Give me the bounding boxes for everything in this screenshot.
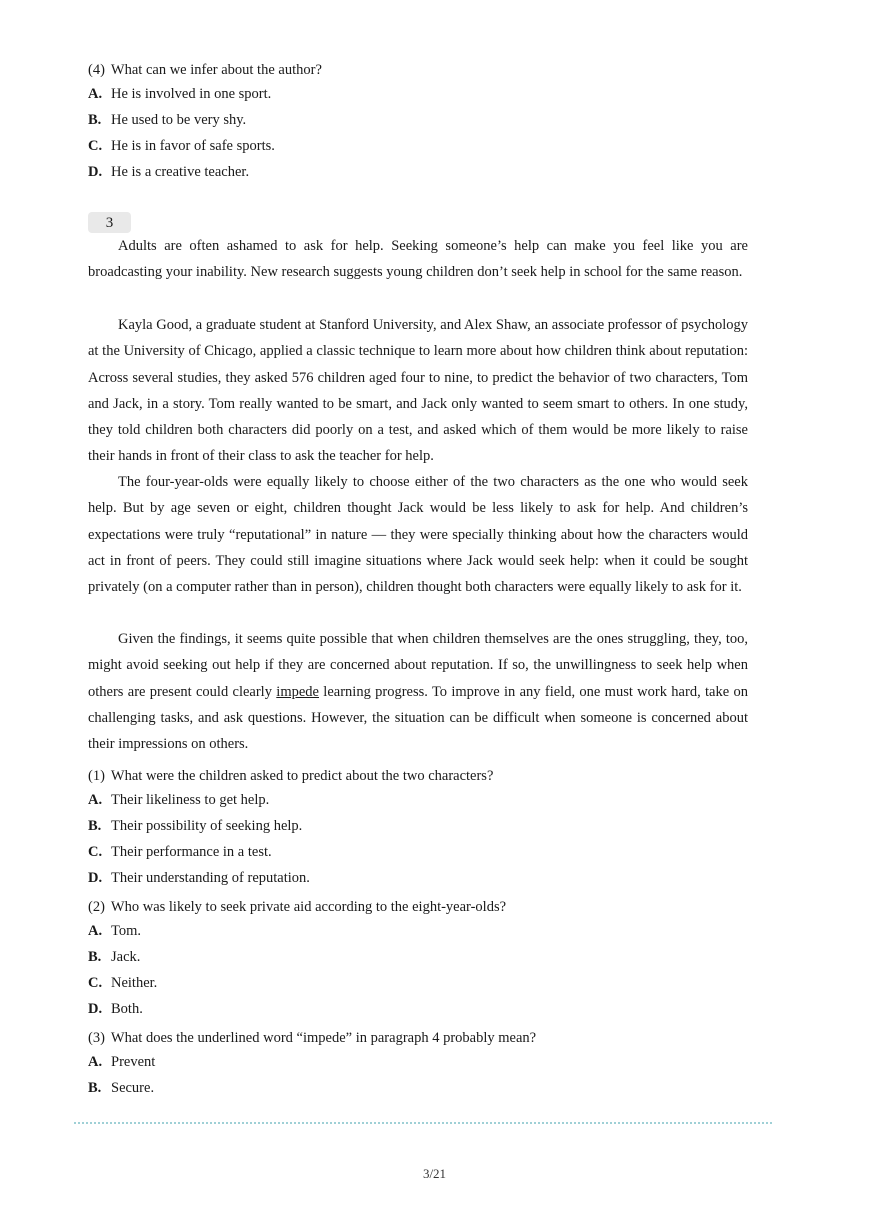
option-text: Their possibility of seeking help. xyxy=(111,818,303,834)
option-text: Neither. xyxy=(111,975,158,991)
option-letter: A. xyxy=(88,923,103,939)
option-text: Their likeliness to get help. xyxy=(111,792,270,808)
option-letter: A. xyxy=(88,86,103,102)
option-text: Their performance in a test. xyxy=(111,844,272,860)
question-text: What does the underlined word “impede” in paragraph 4 probably mean? xyxy=(110,1030,537,1046)
question-2-prompt xyxy=(88,898,506,916)
question-3-prompt xyxy=(88,1029,536,1047)
option-letter: D. xyxy=(88,1001,103,1017)
question-text: Who was likely to seek private aid according to the eight-year-olds? xyxy=(110,899,507,915)
option-a xyxy=(88,1053,155,1071)
option-text: He used to be very shy. xyxy=(111,112,247,128)
option-letter: C. xyxy=(88,844,103,860)
page-number: 3/21 xyxy=(422,1166,447,1181)
option-b xyxy=(88,111,246,129)
passage-paragraph-1: Adults are often ashamed to ask for help. Seeking someone’s help can make you feel like you are broadcasting your inability. New research suggests young children don’t seek help in school for the same reason. xyxy=(88,238,748,281)
question-number: (1) xyxy=(88,768,105,784)
option-c xyxy=(88,974,157,992)
option-text: Jack. xyxy=(111,949,141,965)
option-text: Their understanding of reputation. xyxy=(111,870,310,886)
option-a xyxy=(88,922,141,940)
option-text: Both. xyxy=(111,1001,143,1017)
option-c xyxy=(88,843,272,861)
option-d xyxy=(88,163,249,181)
question-text: What were the children asked to predict about the two characters? xyxy=(110,768,494,784)
option-text: Tom. xyxy=(111,923,141,939)
option-b xyxy=(88,817,302,835)
option-b xyxy=(88,948,140,966)
question-text: What can we infer about the author? xyxy=(110,62,322,78)
dotted-divider xyxy=(74,1122,772,1124)
option-text: Secure. xyxy=(111,1080,155,1096)
option-letter: D. xyxy=(88,870,103,886)
option-letter: C. xyxy=(88,138,103,154)
option-letter: B. xyxy=(88,112,102,128)
option-d xyxy=(88,869,310,887)
paragraph-text: learning progress. To improve in any field, one must work hard, take on challenging tasks, and ask questions. However, the situation can be difficult when someone is concerned about their impressions on others. xyxy=(88,683,748,753)
question-number: (3) xyxy=(88,1030,105,1046)
option-letter: B. xyxy=(88,949,102,965)
passage-paragraph-4 xyxy=(88,626,748,757)
option-a xyxy=(88,791,269,809)
option-d xyxy=(88,1000,143,1018)
paragraph-text: Given the findings, it seems quite possible that when children themselves are the ones struggling, they, too, might avoid seeking out help if they are concerned about reputation. If so, the unwillingness to seek help when others are present could clearly xyxy=(88,631,748,700)
question-4-prompt xyxy=(88,61,322,79)
passage-paragraph-3: The four-year-olds were equally likely to choose either of the two characters as the one who would seek help. But by age seven or eight, children thought Jack would be less likely to ask for help. And children’s expectations were truly “reputational” in nature — they were specially thinking about how the characters would act in front of peers. They could still imagine situations where Jack would seek help: when it could be sought privately (on a computer rather than in person), children thought both characters were equally likely to ask for it. xyxy=(88,474,748,596)
option-text: He is involved in one sport. xyxy=(111,86,272,102)
option-letter: A. xyxy=(88,1054,103,1070)
option-b xyxy=(88,1079,154,1097)
option-text: Prevent xyxy=(111,1054,156,1070)
option-text: He is a creative teacher. xyxy=(111,164,250,180)
option-a xyxy=(88,85,271,103)
passage-paragraph-2: Kayla Good, a graduate student at Stanford University, and Alex Shaw, an associate professor of psychology at the University of Chicago, applied a classic technique to learn more about how children think about reputation: Across several studies, they asked 576 children aged four to nine, to predict the behavior of two characters, Tom and Jack, in a story. Tom really wanted to be smart, and Jack only wanted to seem smart to others. In one study, they told children both characters did poorly on a test, and asked which of them would be more likely to raise their hands in front of their class to ask the teacher for help. xyxy=(88,317,748,465)
question-number: (4) xyxy=(88,62,105,78)
option-letter: C. xyxy=(88,975,103,991)
section-number-badge: 3 xyxy=(88,212,131,233)
option-letter: D. xyxy=(88,164,103,180)
underlined-word: impede xyxy=(276,683,319,700)
option-text: He is in favor of safe sports. xyxy=(111,138,275,154)
question-1-prompt xyxy=(88,767,493,785)
option-letter: A. xyxy=(88,792,103,808)
option-letter: B. xyxy=(88,1080,102,1096)
option-letter: B. xyxy=(88,818,102,834)
option-c xyxy=(88,137,275,155)
question-number: (2) xyxy=(88,899,105,915)
